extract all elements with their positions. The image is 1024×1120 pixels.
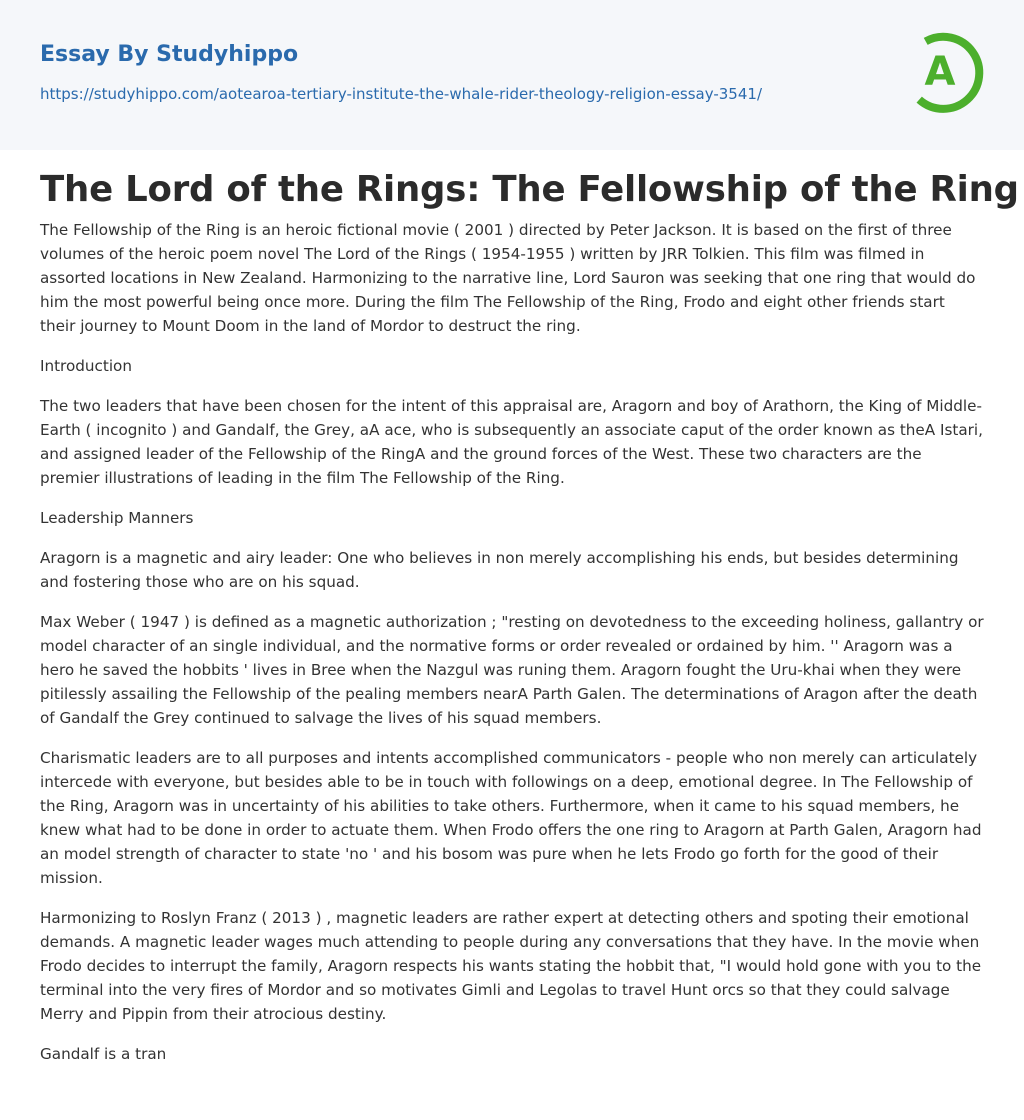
source-url-link[interactable]: https://studyhippo.com/aotearoa-tertiary-institute-the-whale-rider-theology-religion-essay-3541/ [40,85,762,103]
logo-letter: A [924,49,956,95]
studyhippo-logo-icon[interactable] [898,28,986,116]
section-heading-leadership-manners: Leadership Manners [40,509,194,527]
essay-paragraph: The two leaders that have been chosen for the intent of this appraisal are, Aragorn and boy of Arathorn, the King of Middle-Earth ( incognito ) and Gandalf, the Grey, aA ace, who is subsequently an associate caput of the order known as theA Istari, and assigned leader of the Fellowship of the RingA and the ground forces of the West. These two characters are the premier illustrations of leading in the film The Fellowship of the Ring. [40,397,983,487]
essay-paragraph-truncated: Gandalf is a tran [40,1045,167,1063]
essay-paragraph: Charismatic leaders are to all purposes and intents accomplished communicators - people who non merely can articulately intercede with everyone, but besides able to be in touch with followings on a deep, emotional degree. In The Fellowship of the Ring, Aragorn was in uncertainty of his abilities to take others. Furthermore, when it came to his squad members, he knew what had to be done in order to actuate them. When Frodo offers the one ring to Aragorn at Parth Galen, Aragorn had an model strength of character to state 'no ' and his bosom was pure when he lets Frodo go forth for the good of their mission. [40,749,982,887]
site-header [0,0,1024,150]
essay-paragraph: The Fellowship of the Ring is an heroic fictional movie ( 2001 ) directed by Peter Jackson. It is based on the first of three volumes of the heroic poem novel The Lord of the Rings ( 1954-1955 ) written by JRR Tolkien. This film was filmed in assorted locations in New Zealand. Harmonizing to the narrative line, Lord Sauron was seeking that one ring that would do him the most powerful being once more. During the film The Fellowship of the Ring, Frodo and eight other friends start their journey to Mount Doom in the land of Mordor to destruct the ring. [40,221,976,335]
essay-body [40,150,1019,1082]
essay-paragraph: Aragorn is a magnetic and airy leader: One who believes in non merely accomplishing his ends, but besides determining and fostering those who are on his squad. [40,549,959,591]
essay-paragraph: Max Weber ( 1947 ) is defined as a magnetic authorization ; "resting on devotedness to the exceeding holiness, gallantry or model character of an single individual, and the normative forms or order revealed or ordained by him. '' Aragorn was a hero he saved the hobbits ' lives in Bree when the Nazgul was runing them. Aragorn fought the Uru-khai when they were pitilessly assailing the Fellowship of the pealing members nearA Parth Galen. The determinations of Aragon after the death of Gandalf the Grey continued to salvage the lives of his squad members. [40,613,984,727]
essay-paragraph: Harmonizing to Roslyn Franz ( 2013 ) , magnetic leaders are rather expert at detecting others and spoting their emotional demands. A magnetic leader wages much attending to people during any conversations that they have. In the movie when Frodo decides to interrupt the family, Aragorn respects his wants stating the hobbit that, "I would hold gone with you to the terminal into the very fires of Mordor and so motivates Gimli and Legolas to travel Hunt orcs so that they could salvage Merry and Pippin from their atrocious destiny. [40,909,982,1023]
section-heading-introduction: Introduction [40,357,132,375]
essay-title: The Lord of the Rings: The Fellowship of the Ring [40,169,1019,210]
brand-link[interactable]: Essay By Studyhippo [40,42,299,67]
